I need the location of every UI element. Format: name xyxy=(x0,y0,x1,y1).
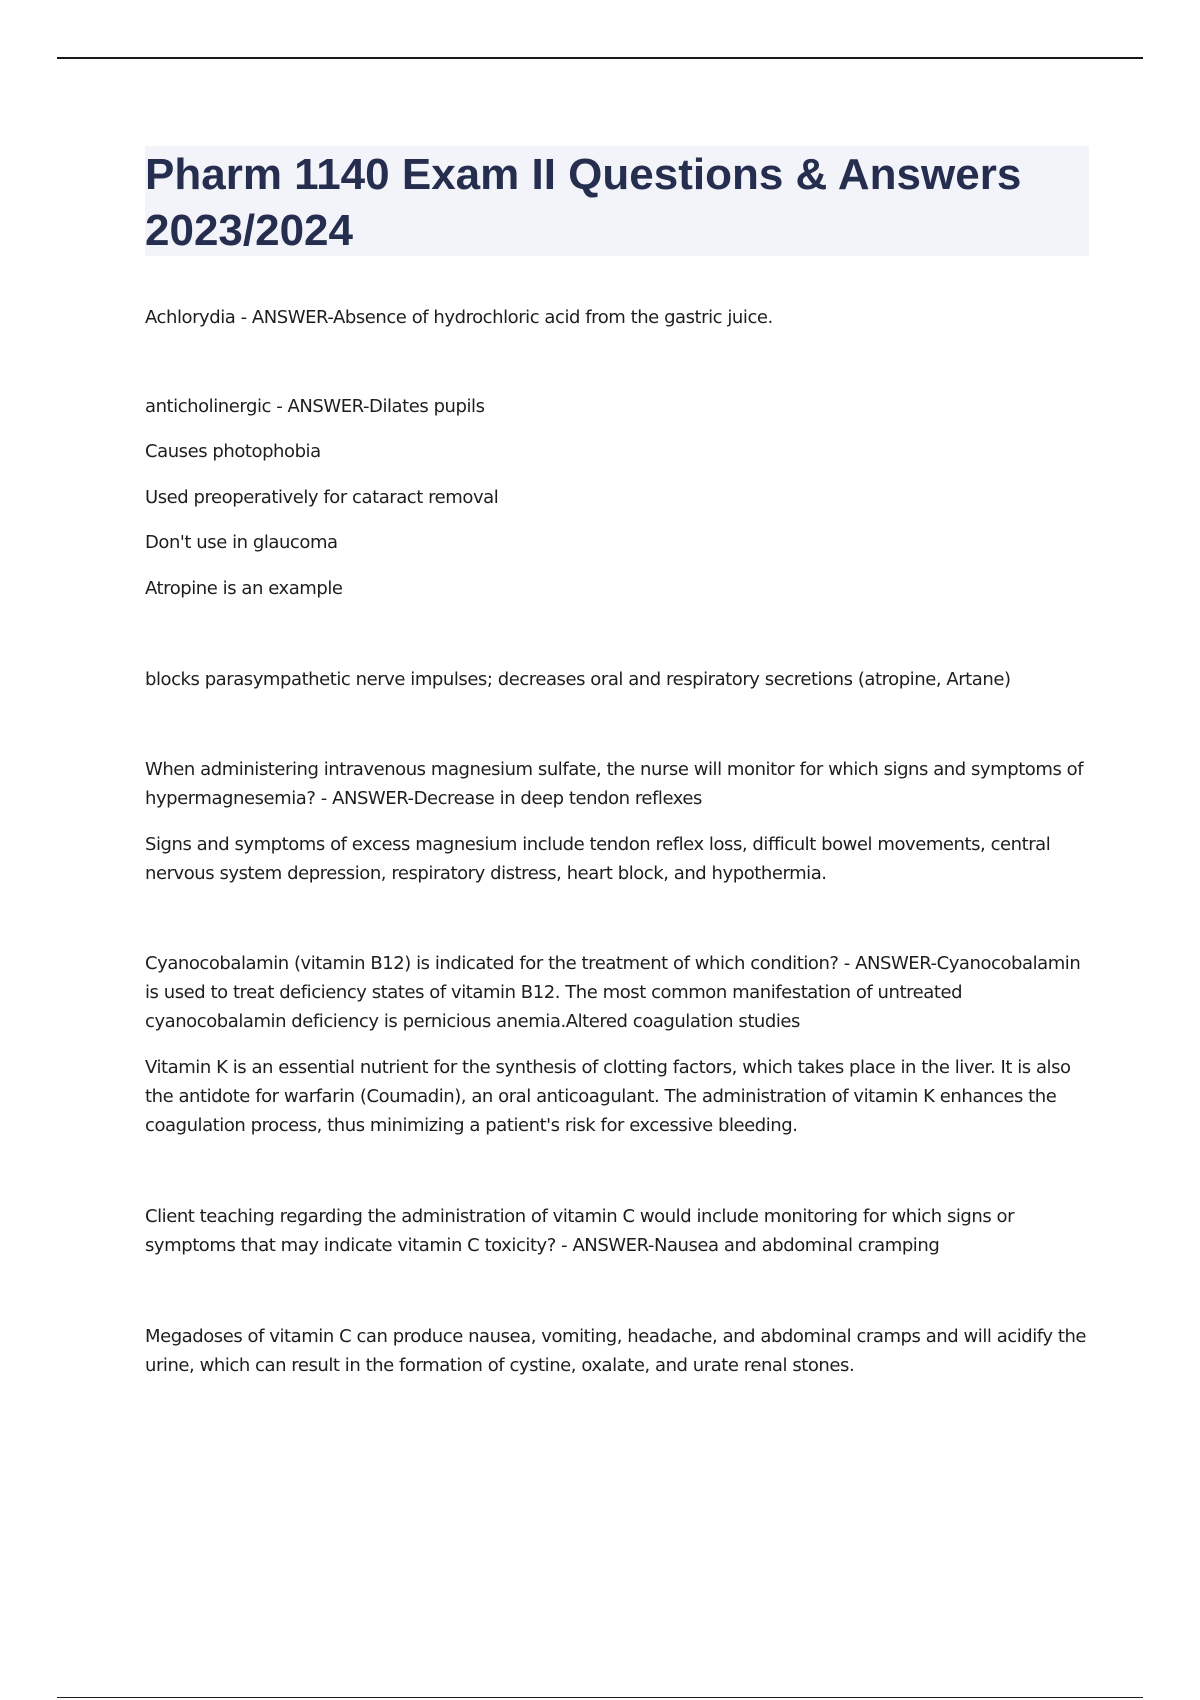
document-title: Pharm 1140 Exam II Questions & Answers 2023/2024 xyxy=(145,150,1022,255)
paragraph-atropine: Atropine is an example xyxy=(145,578,343,599)
top-rule xyxy=(57,57,1143,59)
paragraph-magnesium-signs: Signs and symptoms of excess magnesium include tendon reflex loss, difficult bowel movements, central nervous system depression, respiratory distress, heart block, and hypothermia. xyxy=(145,834,1051,884)
paragraph-achlorydia: Achlorydia - ANSWER-Absence of hydrochloric acid from the gastric juice. xyxy=(145,307,773,328)
paragraph-cyanocobalamin: Cyanocobalamin (vitamin B12) is indicated for the treatment of which condition? - ANSWER-Cyanocobalamin is used to treat deficiency states of vitamin B12. The most common manifestation of untreated cyanocobalamin deficiency is pernicious anemia.Altered coagulation studies xyxy=(145,953,1081,1032)
paragraph-cataract: Used preoperatively for cataract removal xyxy=(145,487,499,508)
paragraph-photophobia: Causes photophobia xyxy=(145,441,321,462)
paragraph-parasympathetic: blocks parasympathetic nerve impulses; decreases oral and respiratory secretions (atropine, Artane) xyxy=(145,669,1011,690)
paragraph-vitamin-k: Vitamin K is an essential nutrient for the synthesis of clotting factors, which takes place in the liver. It is also the antidote for warfarin (Coumadin), an oral anticoagulant. The administration of vitamin K enhances the coagulation process, thus minimizing a patient's risk for excessive bleeding. xyxy=(145,1057,1071,1136)
paragraph-vitamin-c-question: Client teaching regarding the administration of vitamin C would include monitoring for which signs or symptoms that may indicate vitamin C toxicity? - ANSWER-Nausea and abdominal cramping xyxy=(145,1206,1015,1256)
paragraph-magnesium-question: When administering intravenous magnesium sulfate, the nurse will monitor for which signs and symptoms of hypermagnesemia? - ANSWER-Decrease in deep tendon reflexes xyxy=(145,759,1084,809)
bottom-rule xyxy=(57,1697,1143,1698)
paragraph-glaucoma: Don't use in glaucoma xyxy=(145,532,338,553)
paragraph-vitamin-c-megadoses: Megadoses of vitamin C can produce nausea, vomiting, headache, and abdominal cramps and will acidify the urine, which can result in the formation of cystine, oxalate, and urate renal stones. xyxy=(145,1326,1087,1376)
paragraph-anticholinergic: anticholinergic - ANSWER-Dilates pupils xyxy=(145,396,485,417)
